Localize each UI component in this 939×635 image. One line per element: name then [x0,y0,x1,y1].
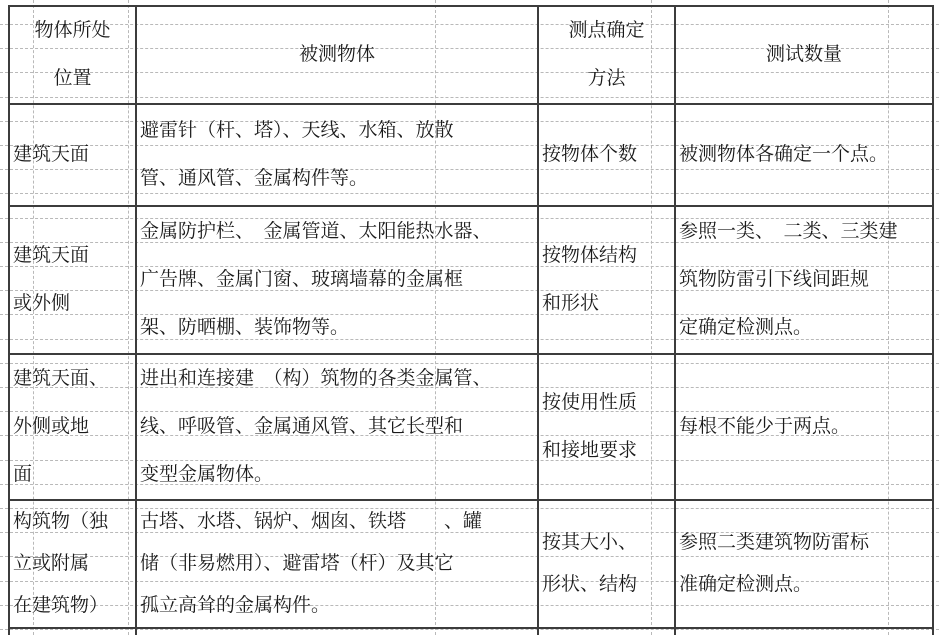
text-line: 测点确定 [568,20,645,41]
table-row [9,206,933,354]
text-line: 线、呼吸管、金属通风管、其它长型和 [140,416,464,437]
cell-object [136,628,538,635]
header-cell-quantity [675,6,933,104]
text-line: 构筑物（独 [13,511,109,532]
table-row [9,104,933,206]
cell-object [136,206,538,354]
text-line: 金属防护栏、 金属管道、太阳能热水器、 [140,221,492,242]
header-cell-method [538,6,675,104]
text-line: 变型金属物体。 [140,464,274,485]
text-line: 在建筑物） [13,595,109,616]
text-line: 外侧或地 [13,416,90,437]
table-row [9,500,933,628]
text-line: 管、通风管、金属构件等。 [140,168,369,189]
table-row-partial [9,628,933,635]
table-header-row [9,6,933,104]
cell-location [9,354,136,500]
text-line: 储（非易燃用）、避雷塔（杆）及其它 [140,553,454,574]
cell-quantity [675,500,933,628]
text-line: 和形状 [542,293,600,314]
table-row [9,354,933,500]
text-line: 进出和连接建 （构）筑物的各类金属管、 [140,368,492,389]
text-line: 建筑天面 [13,144,90,165]
text-line: 建筑天面 [13,245,90,266]
cell-object [136,500,538,628]
text-line: 广告牌、金属门窗、玻璃墙幕的金属框 [140,269,464,290]
text-line: 被测物体各确定一个点。 [679,144,889,165]
cell-location [9,104,136,206]
cell-object [136,354,538,500]
cell-quantity [675,104,933,206]
cell-quantity [675,628,933,635]
text-line: 定确定检测点。 [679,317,813,338]
text-line: 测试数量 [765,44,842,65]
text-line: 物体所处 [34,20,111,41]
text-line: 或外侧 [13,293,71,314]
text-line: 筑物防雷引下线间距规 [679,269,870,290]
text-line: 建筑天面、 [13,368,109,389]
cell-method [538,354,675,500]
header-cell-object [136,6,538,104]
text-line: 面 [13,464,33,485]
cell-object [136,104,538,206]
cell-method [538,628,675,635]
text-line: 按物体个数 [542,144,638,165]
text-line: 架、防晒棚、装饰物等。 [140,317,350,338]
text-line: 按其大小、 [542,532,638,553]
text-line: 立或附属 [13,553,90,574]
cell-method [538,104,675,206]
cell-location [9,500,136,628]
cell-method [538,500,675,628]
text-line: 古塔、水塔、锅炉、烟囱、铁塔 、罐 [140,511,483,532]
cell-location [9,206,136,354]
text-line: 形状、结构 [542,574,638,595]
text-line: 每根不能少于两点。 [679,416,851,437]
cell-quantity [675,206,933,354]
text-line: 位置 [53,68,92,89]
text-line: 避雷针（杆、塔）、天线、水箱、放散 [140,120,454,141]
cell-location [9,628,136,635]
cell-quantity [675,354,933,500]
text-line: 准确定检测点。 [679,574,813,595]
cell-method [538,206,675,354]
header-cell-location [9,6,136,104]
text-line: 被测物体 [298,44,375,65]
text-line: 参照二类建筑物防雷标 [679,532,870,553]
text-line: 按使用性质 [542,392,638,413]
text-line: 参照一类、 二类、三类建 [679,221,898,242]
text-line: 方法 [587,68,626,89]
test-points-table [8,5,934,635]
text-line: 和接地要求 [542,440,638,461]
text-line: 孤立高耸的金属构件。 [140,595,331,616]
text-line: 按物体结构 [542,245,638,266]
